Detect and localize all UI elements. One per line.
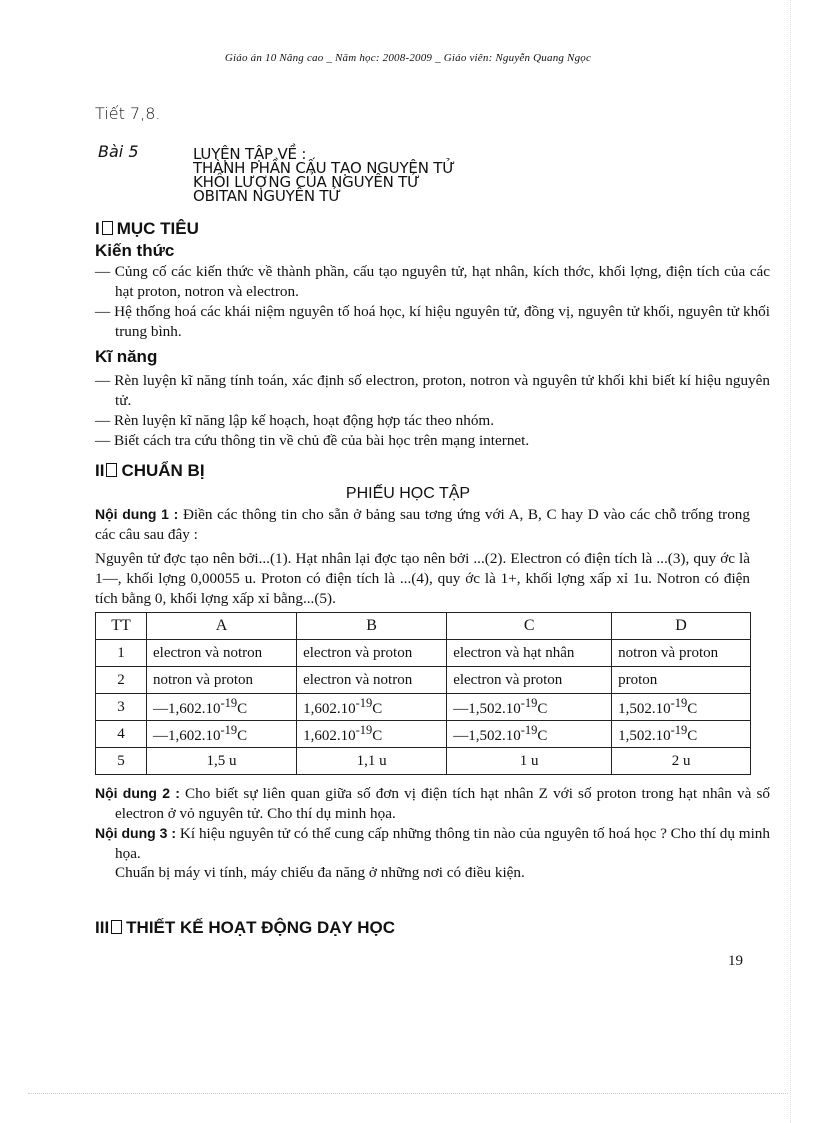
table-cell [297, 721, 447, 748]
table-cell [447, 721, 612, 748]
section-title: THIẾT KẾ HOẠT ĐỘNG DẠY HỌC [126, 918, 396, 937]
unit: C [372, 701, 383, 717]
table-cell [612, 721, 751, 748]
charge-value: —1,602.10 [153, 701, 221, 717]
table-row [96, 721, 751, 748]
table-cell: 1 [96, 640, 147, 667]
subheading-kien-thuc: Kiến thức [95, 241, 175, 260]
objective-item: — Hệ thống hoá các khái niệm nguyên tố hoá học, kí hiệu nguyên tử, đồng vị, nguyên tử khối, nguyên tử khối trung bình. [95, 303, 770, 340]
bottom-dotted-border [28, 1093, 788, 1094]
section-heading-3 [95, 918, 395, 938]
unit: C [537, 701, 548, 717]
charge-value: —1,602.10 [153, 728, 221, 744]
table-cell: electron và proton [447, 667, 612, 694]
unit: C [537, 728, 548, 744]
table-cell [612, 694, 751, 721]
table-cell: 1 u [447, 748, 612, 775]
exponent: -19 [520, 723, 538, 737]
charge-value: —1,502.10 [453, 728, 521, 744]
table-cell: 2 [96, 667, 147, 694]
table-cell: notron và proton [612, 640, 751, 667]
table-row [96, 748, 751, 775]
unit: C [687, 701, 698, 717]
content-label: Nội dung 2 : [95, 785, 180, 801]
page-number: 19 [728, 953, 743, 969]
content-label: Nội dung 3 : [95, 825, 177, 841]
table-cell: 1,1 u [297, 748, 447, 775]
skill-item: — Rèn luyện kĩ năng tính toán, xác định số electron, proton, notron và nguyên tử khối khi biết kí hiệu nguyên tử. [95, 372, 770, 409]
table-cell: 4 [96, 721, 147, 748]
table-cell: 2 u [612, 748, 751, 775]
table-row [96, 694, 751, 721]
unit: C [372, 728, 383, 744]
skill-item: — Biết cách tra cứu thông tin về chủ đề của bài học trên mạng internet. [95, 432, 530, 449]
table-cell: electron và hạt nhân [447, 640, 612, 667]
exponent: -19 [355, 723, 373, 737]
table-cell [297, 694, 447, 721]
section-title: MỤC TIÊU [116, 219, 199, 238]
table-header-row [96, 613, 751, 640]
exponent: -19 [520, 696, 538, 710]
unit: C [237, 701, 248, 717]
checkbox-square-icon [111, 920, 122, 934]
table-cell: notron và proton [147, 667, 297, 694]
section-label: I [95, 219, 100, 238]
lesson-title-line: THÀNH PHẦN CẤU TẠO NGUYÊN TỬ [193, 159, 455, 177]
checkbox-square-icon [106, 463, 117, 477]
exponent: -19 [670, 723, 688, 737]
lesson-title-line: LUYỆN TẬP VỀ : [193, 145, 307, 163]
content-text: Cho biết sự liên quan giữa số đơn vị điện tích hạt nhân Z với số proton trong hạt nhân và số electron ở vỏ nguyên tử. Cho thí dụ minh họa. [115, 785, 770, 822]
page-header: Giáo án 10 Nâng cao _ Năm học: 2008-2009 _ Giáo viên: Nguyễn Quang Ngọc [224, 52, 592, 64]
content-3 [95, 823, 770, 864]
exponent: -19 [670, 696, 688, 710]
table-cell [447, 694, 612, 721]
content-label: Nội dung 1 : [95, 506, 179, 522]
lesson-number: Bài 5 [98, 142, 139, 161]
charge-value: 1,602.10 [303, 728, 356, 744]
table-cell: electron và proton [297, 640, 447, 667]
table-cell [147, 694, 297, 721]
lesson-period: Tiết 7,8. [95, 104, 161, 123]
objective-item: — Củng cố các kiến thức về thành phần, cấu tạo nguyên tử, hạt nhân, kích thớc, khối lợng, điện tích của các hạt proton, notron và electron. [95, 263, 770, 300]
section-title: CHUẨN BỊ [121, 461, 205, 480]
charge-value: 1,502.10 [618, 728, 671, 744]
right-dotted-border [790, 0, 791, 1123]
table-cell: 5 [96, 748, 147, 775]
section-heading-1 [95, 219, 199, 239]
content-1-body: Nguyên tử đợc tạo nên bởi...(1). Hạt nhân lại đợc tạo nên bởi ...(2). Electron có điện tích là ...(3), quy ớc là 1—, khối lợng 0,00055 u. Proton có điện tích là ...(4), quy ớc là 1+, khối lợng xấp xỉ 1u. Notron có điện tích bằng 0, khối lợng xấp xỉ bằng...(5). [95, 550, 750, 607]
table-cell: electron và notron [297, 667, 447, 694]
table-cell: 3 [96, 694, 147, 721]
exponent: -19 [355, 696, 373, 710]
preparation-note: Chuẩn bị máy vi tính, máy chiếu đa năng ở những nơi có điều kiện. [115, 864, 525, 881]
worksheet-title: PHIẾU HỌC TẬP [345, 485, 471, 502]
table-cell: proton [612, 667, 751, 694]
section-heading-2 [95, 461, 205, 481]
table-header-cell: A [147, 613, 297, 640]
lesson-title [193, 147, 455, 203]
lesson-title-line: OBITAN NGUYÊN TỬ [193, 187, 342, 205]
table-header-cell: D [612, 613, 751, 640]
table-header-cell: C [447, 613, 612, 640]
charge-value: —1,502.10 [453, 701, 521, 717]
lesson-title-line: KHỐI LƯỢNG CỦA NGUYÊN TỬ [193, 173, 420, 191]
table-cell: 1,5 u [147, 748, 297, 775]
table-cell [147, 721, 297, 748]
subheading-ki-nang: Kĩ năng [95, 347, 158, 366]
content-2 [95, 783, 770, 824]
section-label: II [95, 461, 105, 480]
answer-table [95, 612, 751, 775]
table-header-cell: B [297, 613, 447, 640]
skill-item: — Rèn luyện kĩ năng lập kế hoạch, hoạt động hợp tác theo nhóm. [95, 412, 495, 429]
table-row [96, 667, 751, 694]
checkbox-square-icon [102, 221, 113, 235]
content-text: Kí hiệu nguyên tử có thể cung cấp những thông tin nào của nguyên tố hoá học ? Cho thí dụ minh họa. [115, 825, 770, 862]
exponent: -19 [220, 696, 238, 710]
table-header-cell: TT [96, 613, 147, 640]
unit: C [687, 728, 698, 744]
content-1-instruction [95, 504, 750, 545]
charge-value: 1,502.10 [618, 701, 671, 717]
section-label: III [95, 918, 110, 937]
table-cell: electron và notron [147, 640, 297, 667]
table-row [96, 640, 751, 667]
exponent: -19 [220, 723, 238, 737]
charge-value: 1,602.10 [303, 701, 356, 717]
unit: C [237, 728, 248, 744]
content-text: Điền các thông tin cho sẵn ở bảng sau tơng ứng với A, B, C hay D vào các chỗ trống trong các câu sau đây : [95, 506, 750, 543]
